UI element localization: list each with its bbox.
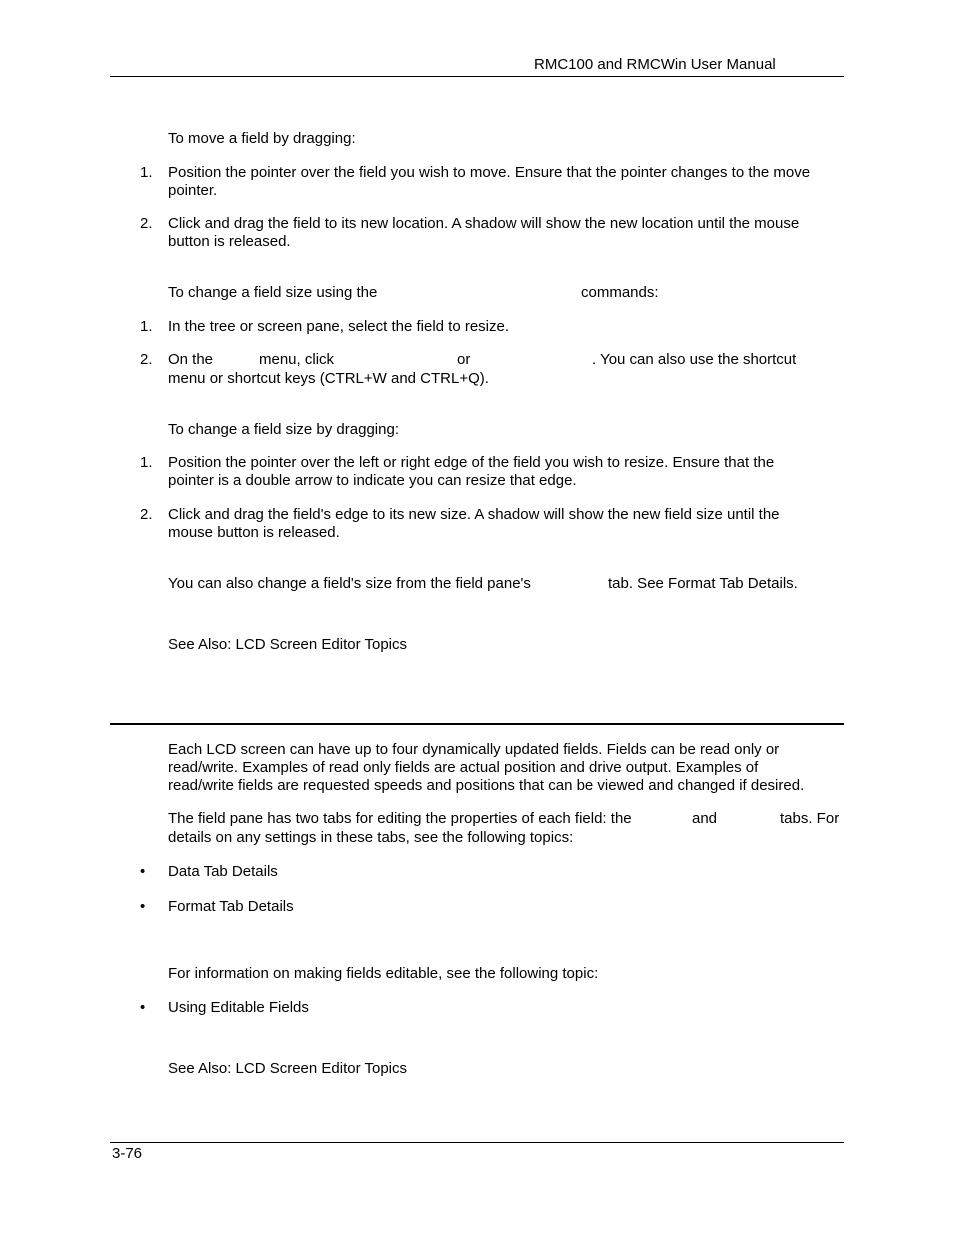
section-rule	[110, 723, 844, 725]
bullet-glyph: •	[140, 898, 146, 915]
move-step-1-line2: pointer.	[168, 182, 218, 199]
move-step-2-line1: Click and drag the field to its new location. A shadow will show the new location until the mouse	[168, 215, 800, 232]
editable-intro: For information on making fields editable, see the following topic:	[168, 965, 599, 982]
cmd-step-2-part3: or	[457, 351, 471, 368]
bullet-glyph: •	[140, 863, 146, 880]
bullet-glyph: •	[140, 999, 146, 1016]
cmd-step-2-part1: On the	[168, 351, 214, 368]
move-heading: To move a field by dragging:	[168, 130, 356, 147]
see-also-link-2[interactable]: See Also: LCD Screen Editor Topics	[168, 1060, 408, 1077]
drag-heading: To change a field size by dragging:	[168, 421, 399, 438]
cmd-step-1-number: 1.	[140, 318, 153, 335]
tabs-para-part3: tabs. For	[780, 810, 840, 827]
data-tab-details-link[interactable]: Data Tab Details	[168, 863, 278, 880]
tabs-para-line2: details on any settings in these tabs, see the following topics:	[168, 829, 574, 846]
header-title: RMC100 and RMCWin User Manual	[534, 56, 776, 73]
size-note-end: tab. See Format Tab Details.	[608, 575, 798, 592]
drag-step-1-line2: pointer is a double arrow to indicate you can resize that edge.	[168, 472, 577, 489]
cmd-heading-start: To change a field size using the	[168, 284, 378, 301]
drag-step-2-line1: Click and drag the field's edge to its new size. A shadow will show the new field size until the	[168, 506, 780, 523]
cmd-step-2-part4: . You can also use the shortcut	[592, 351, 797, 368]
move-step-1-number: 1.	[140, 164, 153, 181]
intro-para-line1: Each LCD screen can have up to four dynamically updated fields. Fields can be read only or	[168, 741, 780, 758]
cmd-heading-end: commands:	[581, 284, 659, 301]
intro-para-line2: read/write. Examples of read only fields are actual position and drive output. Examples of	[168, 759, 759, 776]
cmd-step-2-line2: menu or shortcut keys (CTRL+W and CTRL+Q).	[168, 370, 489, 387]
size-note-start: You can also change a field's size from the field pane's	[168, 575, 531, 592]
drag-step-1-line1: Position the pointer over the left or right edge of the field you wish to resize. Ensure that the	[168, 454, 775, 471]
format-tab-details-link[interactable]: Format Tab Details	[168, 898, 294, 915]
tabs-para-part2: and	[692, 810, 718, 827]
cmd-step-1-line1: In the tree or screen pane, select the field to resize.	[168, 318, 510, 335]
drag-step-2-line2: mouse button is released.	[168, 524, 340, 541]
cmd-step-2-part2: menu, click	[259, 351, 335, 368]
tabs-para-part1: The field pane has two tabs for editing the properties of each field: the	[168, 810, 632, 827]
intro-para-line3: read/write fields are requested speeds and positions that can be viewed and changed if desired.	[168, 777, 805, 794]
cmd-step-2-number: 2.	[140, 351, 153, 368]
move-step-1-line1: Position the pointer over the field you wish to move. Ensure that the pointer changes to the move	[168, 164, 811, 181]
see-also-link-1[interactable]: See Also: LCD Screen Editor Topics	[168, 636, 408, 653]
drag-step-1-number: 1.	[140, 454, 153, 471]
footer-rule	[110, 1142, 844, 1143]
using-editable-fields-link[interactable]: Using Editable Fields	[168, 999, 309, 1016]
move-step-2-number: 2.	[140, 215, 153, 232]
page-number: 3-76	[112, 1145, 143, 1162]
drag-step-2-number: 2.	[140, 506, 153, 523]
move-step-2-line2: button is released.	[168, 233, 291, 250]
header-rule	[110, 76, 844, 77]
